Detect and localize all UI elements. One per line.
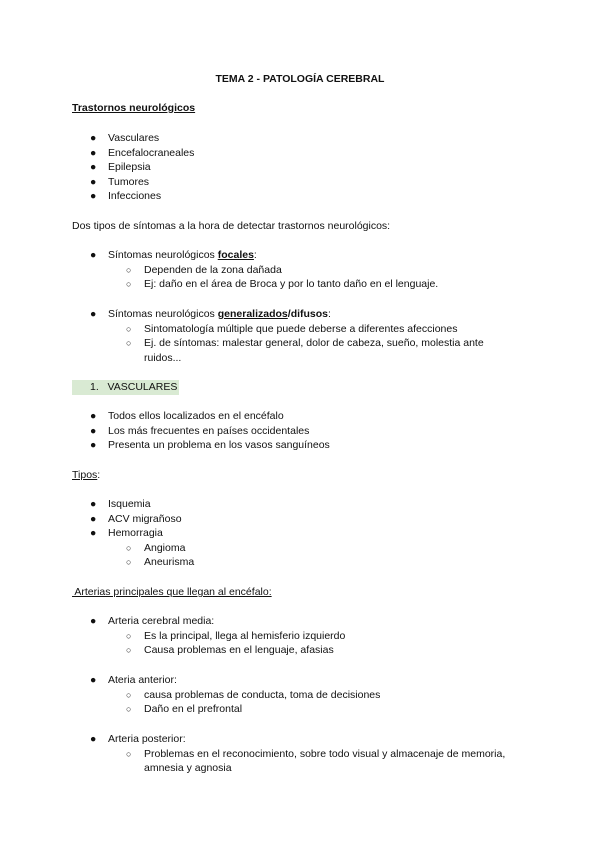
bullet-icon: ● (90, 498, 97, 510)
circle-bullet-icon: ○ (126, 645, 132, 656)
circle-bullet-icon: ○ (126, 557, 132, 568)
bullet-icon: ● (90, 146, 97, 159)
arterias-heading: Arterias principales que llegan al encéfalo: (72, 586, 272, 598)
sub-list-item: ○ Sintomatología múltiple que puede deberse a diferentes afecciones (126, 322, 458, 335)
sub-list-item: ○ Dependen de la zona dañada (126, 263, 282, 276)
circle-bullet-icon: ○ (126, 264, 132, 275)
sub-list-item: ○ Angioma (126, 541, 186, 554)
bullet-icon: ● (90, 512, 97, 525)
bullet-icon: ● (90, 132, 97, 144)
sub-list-item: ○ Problemas en el reconocimiento, sobre todo visual y almacenaje de memoria, amnesia y agnosia (126, 747, 506, 775)
list-item: ● Presenta un problema en los vasos sanguíneos (90, 439, 330, 452)
list-item: ● Epilepsia (90, 161, 151, 174)
list-item: ● Los más frecuentes en países occidentales (90, 424, 310, 437)
sub-list-item: ○ Aneurisma (126, 556, 195, 569)
focales-list (72, 248, 600, 292)
arteria-posterior-sublist (108, 747, 508, 776)
list-item: ● Encefalocraneales (90, 146, 195, 159)
bullet-icon: ● (90, 674, 97, 686)
list-item: ● Tumores (90, 175, 150, 188)
circle-bullet-icon: ○ (126, 689, 132, 700)
list-item: ● Ateria anterior: ○ causa problemas de conducta, toma de decisiones ○ Daño en el prefrontal (72, 673, 600, 717)
list-item: ● Síntomas neurológicos generalizados/difusos: ○ Sintomatología múltiple que puede deberse a diferentes afecciones ○ Ej. de síntomas: malestar general, dolor de cabeza, sueño, molestia ante ruidos... (72, 307, 600, 365)
sub-list-item: ○ Ej: daño en el área de Broca y por lo tanto daño en el lenguaje. (126, 278, 439, 291)
sub-list-item: ○ Causa problemas en el lenguaje, afasias (126, 644, 334, 657)
bullet-icon: ● (90, 439, 97, 452)
list-item: ● Hemorragia ○ Angioma ○ Aneurisma (72, 526, 600, 570)
bullet-icon: ● (90, 175, 97, 188)
trastornos-list (72, 131, 600, 204)
bullet-icon: ● (90, 424, 97, 437)
circle-bullet-icon: ○ (126, 748, 132, 759)
sub-list-item: ○ Es la principal, llega al hemisferio izquierdo (126, 629, 346, 642)
page-title: TEMA 2 - PATOLOGÍA CEREBRAL (215, 73, 385, 85)
bullet-icon: ● (90, 249, 97, 261)
bullet-icon: ● (90, 190, 97, 203)
dos-tipos-text: Dos tipos de síntomas a la hora de detectar trastornos neurológicos: (72, 220, 391, 232)
list-item: ● Arteria posterior: ○ Problemas en el reconocimiento, sobre todo visual y almacenaje de memoria, amnesia y agnosia (72, 732, 600, 776)
vasculares-list (72, 409, 600, 453)
bullet-icon: ● (90, 527, 97, 540)
sub-list-item: ○ causa problemas de conducta, toma de decisiones (126, 688, 381, 701)
list-item: ● Síntomas neurológicos focales: ○ Dependen de la zona dañada ○ Ej: daño en el área de Broca y por lo tanto daño en el lenguaje. (72, 248, 600, 292)
arteria-media-sublist (108, 629, 600, 658)
list-item: ● Arteria cerebral media: ○ Es la principal, llega al hemisferio izquierdo ○ Causa problemas en el lenguaje, afasias (72, 614, 600, 658)
circle-bullet-icon: ○ (126, 338, 132, 349)
section-number: 1. (90, 381, 99, 393)
arteria-anterior-sublist (108, 688, 600, 717)
circle-bullet-icon: ○ (126, 704, 132, 715)
sub-list-item: ○ Ej. de síntomas: malestar general, dolor de cabeza, sueño, molestia ante ruidos... (126, 337, 484, 364)
sub-list-item: ○ Daño en el prefrontal (126, 703, 243, 716)
circle-bullet-icon: ○ (126, 323, 132, 334)
tipos-list (72, 497, 600, 570)
bullet-icon: ● (90, 410, 97, 422)
list-item: ● ACV migrañoso (90, 512, 182, 525)
arteria-media-list (72, 614, 600, 658)
circle-bullet-icon: ○ (126, 279, 132, 290)
generalizados-sublist (108, 322, 508, 366)
bullet-icon: ● (90, 733, 97, 745)
arteria-anterior-list (72, 673, 600, 717)
bullet-icon: ● (90, 615, 97, 627)
list-item: ● Vasculares (90, 132, 160, 144)
hemorragia-sublist (108, 541, 600, 570)
list-item: ● Todos ellos localizados en el encéfalo (90, 410, 284, 422)
section-vasculares-heading (90, 380, 600, 395)
circle-bullet-icon: ○ (126, 542, 132, 553)
bullet-icon: ● (90, 161, 97, 174)
bullet-icon: ● (90, 308, 97, 320)
tipos-heading: Tipos: (72, 469, 101, 481)
circle-bullet-icon: ○ (126, 630, 132, 641)
section-label: VASCULARES (107, 381, 178, 393)
list-item: ● Infecciones (90, 190, 162, 203)
trastornos-heading: Trastornos neurológicos (72, 102, 196, 114)
list-item: ● Isquemia (90, 498, 151, 510)
arteria-posterior-list (72, 732, 600, 776)
generalizados-list (72, 307, 600, 365)
focales-sublist (108, 263, 600, 292)
